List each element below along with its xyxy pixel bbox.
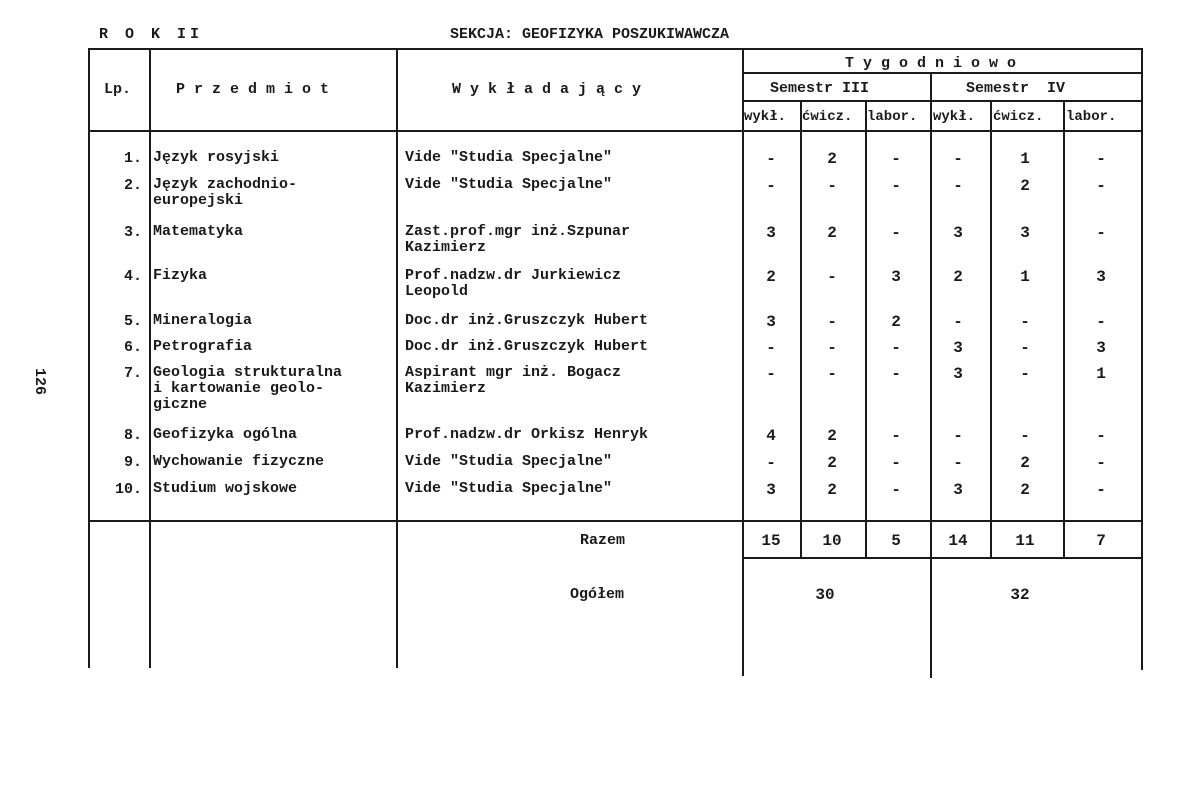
row-value: 2 bbox=[827, 454, 837, 472]
razem-label: Razem bbox=[580, 532, 626, 549]
row-value: 3 bbox=[1096, 268, 1106, 286]
page-number: 126 bbox=[31, 368, 48, 396]
razem-value: 10 bbox=[822, 532, 842, 550]
row-value: 3 bbox=[1096, 339, 1106, 357]
row-subject: Studium wojskowe bbox=[153, 480, 298, 497]
row-value: - bbox=[953, 150, 963, 168]
razem-value: 14 bbox=[948, 532, 968, 550]
row-subject: Wychowanie fizyczne bbox=[153, 453, 325, 470]
row-lp: 9. bbox=[123, 454, 142, 471]
row-value: 3 bbox=[953, 339, 963, 357]
razem-value: 15 bbox=[761, 532, 781, 550]
row-subject: Język rosyjski bbox=[153, 149, 280, 166]
row-lecturer: Vide "Studia Specjalne" bbox=[405, 453, 613, 470]
row-value: - bbox=[891, 365, 901, 383]
row-value: - bbox=[766, 454, 776, 472]
row-value: - bbox=[827, 339, 837, 357]
row-value: - bbox=[891, 481, 901, 499]
row-value: 3 bbox=[953, 224, 963, 242]
row-value: - bbox=[891, 339, 901, 357]
row-value: - bbox=[1096, 150, 1106, 168]
semester-line bbox=[742, 100, 1142, 102]
ogolem-label: Ogółem bbox=[570, 586, 625, 603]
row-value: 3 bbox=[891, 268, 901, 286]
row-value: - bbox=[953, 177, 963, 195]
col-subject: P r z e d m i o t bbox=[176, 81, 330, 98]
section-title: SEKCJA: GEOFIZYKA POSZUKIWAWCZA bbox=[450, 26, 730, 43]
sub-col-6: labor. bbox=[1066, 109, 1117, 125]
row-value: 2 bbox=[827, 481, 837, 499]
row-value: - bbox=[1096, 481, 1106, 499]
row-lp: 6. bbox=[123, 339, 142, 356]
sub-divider-4 bbox=[990, 100, 992, 557]
ogolem-sem3: 30 bbox=[815, 586, 835, 604]
row-value: - bbox=[827, 177, 837, 195]
col-sem4: Semestr IV bbox=[966, 80, 1066, 97]
col-sem3: Semestr III bbox=[770, 80, 870, 97]
body-bottom-line bbox=[88, 520, 1142, 522]
row-value: - bbox=[766, 150, 776, 168]
row-value: - bbox=[766, 177, 776, 195]
razem-line bbox=[742, 557, 1142, 559]
row-lecturer: Aspirant mgr inż. Bogacz Kazimierz bbox=[405, 364, 622, 397]
row-value: 3 bbox=[1020, 224, 1030, 242]
row-subject: Geologia strukturalna i kartowanie geolo- giczne bbox=[153, 364, 343, 413]
row-value: - bbox=[827, 268, 837, 286]
row-lp: 7. bbox=[123, 365, 142, 382]
row-value: 2 bbox=[1020, 481, 1030, 499]
razem-value: 7 bbox=[1096, 532, 1106, 550]
col-lecturer: W y k ł a d a j ą c y bbox=[452, 81, 642, 98]
row-value: 2 bbox=[1020, 454, 1030, 472]
lecturer-divider bbox=[742, 48, 744, 676]
row-value: 2 bbox=[953, 268, 963, 286]
row-value: 4 bbox=[766, 427, 776, 445]
row-value: - bbox=[1096, 427, 1106, 445]
row-value: - bbox=[891, 150, 901, 168]
row-value: - bbox=[953, 427, 963, 445]
row-value: - bbox=[1020, 313, 1030, 331]
year-label: R O K II bbox=[99, 26, 204, 43]
row-value: 2 bbox=[827, 150, 837, 168]
sub-col-3: labor. bbox=[867, 109, 918, 125]
row-subject: Mineralogia bbox=[153, 312, 253, 329]
row-subject: Petrografia bbox=[153, 338, 253, 355]
row-value: - bbox=[891, 454, 901, 472]
row-lecturer: Prof.nadzw.dr Orkisz Henryk bbox=[405, 426, 649, 443]
row-subject: Fizyka bbox=[153, 267, 208, 284]
row-value: 2 bbox=[827, 224, 837, 242]
row-lecturer: Doc.dr inż.Gruszczyk Hubert bbox=[405, 338, 649, 355]
row-lecturer: Vide "Studia Specjalne" bbox=[405, 480, 613, 497]
row-value: - bbox=[766, 339, 776, 357]
sub-col-4: wykł. bbox=[933, 109, 976, 125]
row-value: - bbox=[1020, 365, 1030, 383]
row-value: - bbox=[891, 427, 901, 445]
row-lp: 2. bbox=[123, 177, 142, 194]
lp-divider bbox=[149, 48, 151, 668]
right-border bbox=[1141, 48, 1143, 670]
row-lp: 5. bbox=[123, 313, 142, 330]
row-value: 2 bbox=[891, 313, 901, 331]
sub-col-1: wykł. bbox=[744, 109, 787, 125]
sub-col-5: ćwicz. bbox=[993, 109, 1044, 125]
row-value: 3 bbox=[766, 313, 776, 331]
razem-value: 5 bbox=[891, 532, 901, 550]
row-lp: 3. bbox=[123, 224, 142, 241]
row-lp: 1. bbox=[123, 150, 142, 167]
sub-divider-5 bbox=[1063, 100, 1065, 557]
row-lecturer: Doc.dr inż.Gruszczyk Hubert bbox=[405, 312, 649, 329]
row-value: - bbox=[891, 224, 901, 242]
row-value: - bbox=[1096, 177, 1106, 195]
row-value: 2 bbox=[1020, 177, 1030, 195]
left-border bbox=[88, 48, 90, 668]
row-value: - bbox=[827, 365, 837, 383]
row-value: - bbox=[891, 177, 901, 195]
row-value: 3 bbox=[766, 224, 776, 242]
row-value: - bbox=[766, 365, 776, 383]
row-value: - bbox=[953, 454, 963, 472]
row-value: 2 bbox=[827, 427, 837, 445]
row-lp: 10. bbox=[114, 481, 142, 498]
row-subject: Matematyka bbox=[153, 223, 244, 240]
table-top-line bbox=[88, 48, 1142, 50]
row-value: - bbox=[1096, 454, 1106, 472]
row-lecturer: Vide "Studia Specjalne" bbox=[405, 176, 613, 193]
header-bottom-line bbox=[88, 130, 1142, 132]
razem-value: 11 bbox=[1015, 532, 1035, 550]
row-value: 3 bbox=[766, 481, 776, 499]
row-value: - bbox=[953, 313, 963, 331]
row-value: - bbox=[1020, 427, 1030, 445]
row-lp: 8. bbox=[123, 427, 142, 444]
row-value: 3 bbox=[953, 481, 963, 499]
row-value: 3 bbox=[953, 365, 963, 383]
row-subject: Geofizyka ogólna bbox=[153, 426, 298, 443]
row-value: - bbox=[1096, 224, 1106, 242]
row-value: 2 bbox=[766, 268, 776, 286]
row-lp: 4. bbox=[123, 268, 142, 285]
col-weekly: T y g o d n i o w o bbox=[845, 55, 1017, 72]
row-subject: Język zachodnio- europejski bbox=[153, 176, 298, 209]
row-value: - bbox=[1096, 313, 1106, 331]
ogolem-sem4: 32 bbox=[1010, 586, 1030, 604]
row-lecturer: Prof.nadzw.dr Jurkiewicz Leopold bbox=[405, 267, 622, 300]
row-value: - bbox=[1020, 339, 1030, 357]
row-value: - bbox=[827, 313, 837, 331]
sub-col-2: ćwicz. bbox=[802, 109, 853, 125]
subject-divider bbox=[396, 48, 398, 668]
row-lecturer: Vide "Studia Specjalne" bbox=[405, 149, 613, 166]
row-value: 1 bbox=[1020, 150, 1030, 168]
row-value: 1 bbox=[1020, 268, 1030, 286]
row-value: 1 bbox=[1096, 365, 1106, 383]
col-lp: Lp. bbox=[104, 81, 132, 98]
row-lecturer: Zast.prof.mgr inż.Szpunar Kazimierz bbox=[405, 223, 631, 256]
